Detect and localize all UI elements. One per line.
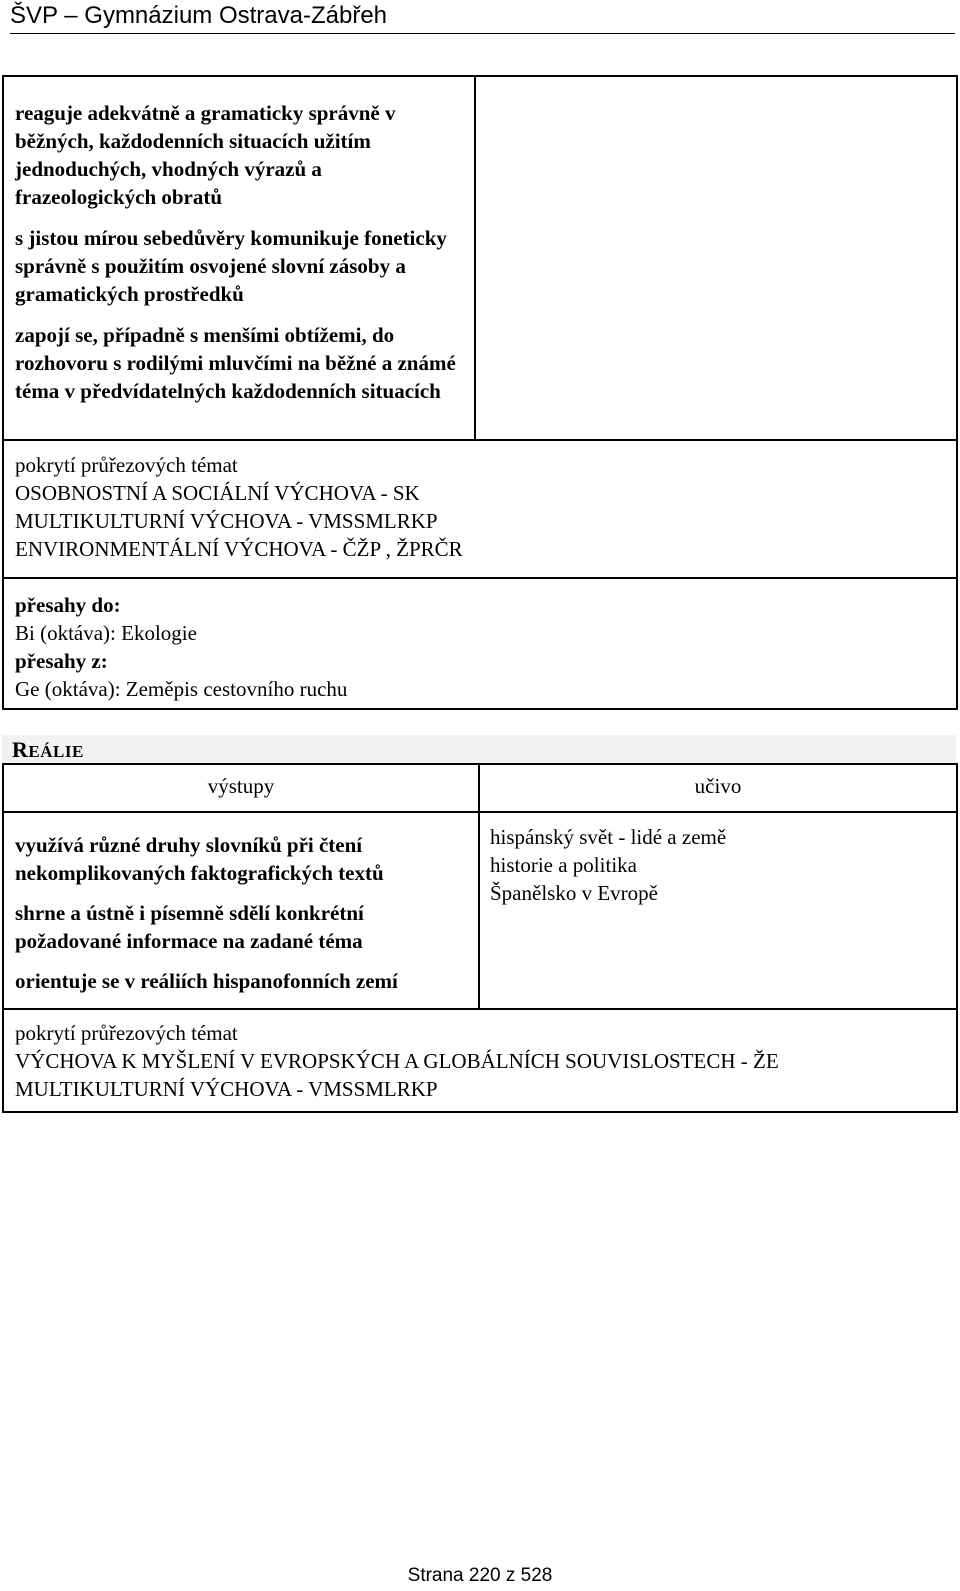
- section-band: [2, 735, 956, 763]
- overlaps-from-value: Ge (oktáva): Zeměpis cestovního ruchu: [15, 677, 348, 701]
- section-title: [12, 737, 84, 765]
- outcome-item: zapojí se, případně s menšími obtížemi, do rozhovoru s rodilými mluvčími na běžné a známé téma v předvídatelných každodenních situacích: [15, 323, 456, 403]
- content-item: hispánský svět - lidé a země: [490, 825, 727, 849]
- overlaps-to-label: přesahy do:: [15, 593, 121, 617]
- outcome-item: shrne a ústně i písemně sdělí konkrétní požadované informace na zadané téma: [15, 901, 364, 953]
- header-title: ŠVP – Gymnázium Ostrava-Zábřeh: [10, 2, 388, 29]
- outcome-item: orientuje se v reáliích hispanofonních zemí: [15, 969, 398, 993]
- overlaps-to-value: Bi (oktáva): Ekologie: [15, 621, 197, 645]
- cross-theme-item: OSOBNOSTNÍ A SOCIÁLNÍ VÝCHOVA - SK: [15, 481, 420, 505]
- content-cell-empty: [474, 75, 958, 441]
- overlaps-cell: [2, 577, 958, 710]
- overlaps-from-label: přesahy z:: [15, 649, 108, 673]
- realie-cross-themes-cell: [2, 1008, 958, 1113]
- section-title-initial: R: [12, 737, 29, 762]
- outcome-item: reaguje adekvátně a gramaticky správně v běžných, každodenních situacích užitím jednoduchých, vhodných výrazů a frazeologických obratů: [15, 101, 396, 209]
- cross-theme-item: VÝCHOVA K MYŠLENÍ V EVROPSKÝCH A GLOBÁLNÍCH SOUVISLOSTECH - ŽE: [15, 1049, 779, 1073]
- document-header: [10, 0, 955, 34]
- content-item: historie a politika: [490, 853, 637, 877]
- realie-outcomes-cell: [2, 811, 480, 1010]
- cross-theme-item: MULTIKULTURNÍ VÝCHOVA - VMSSMLRKP: [15, 509, 438, 533]
- cross-themes-cell: [2, 439, 958, 579]
- column-header-content: učivo: [478, 763, 958, 813]
- outcomes-cell: [2, 75, 476, 441]
- page-number: Strana 220 z 528: [407, 1565, 553, 1586]
- cross-themes-label: pokrytí průřezových témat: [15, 453, 238, 477]
- column-header-outcomes: výstupy: [2, 763, 480, 813]
- content-item: Španělsko v Evropě: [490, 881, 658, 905]
- realie-content-cell: [478, 811, 958, 1010]
- cross-themes-label: pokrytí průřezových témat: [15, 1021, 238, 1045]
- outcome-item: využívá různé druhy slovníků při čtení nekomplikovaných faktografických textů: [15, 833, 384, 885]
- cross-theme-item: ENVIRONMENTÁLNÍ VÝCHOVA - ČŽP , ŽPRČR: [15, 537, 463, 561]
- outcome-item: s jistou mírou sebedůvěry komunikuje foneticky správně s použitím osvojené slovní zásoby a gramatických prostředků: [15, 226, 447, 306]
- cross-theme-item: MULTIKULTURNÍ VÝCHOVA - VMSSMLRKP: [15, 1077, 438, 1101]
- section-title-rest: EÁLIE: [28, 742, 84, 761]
